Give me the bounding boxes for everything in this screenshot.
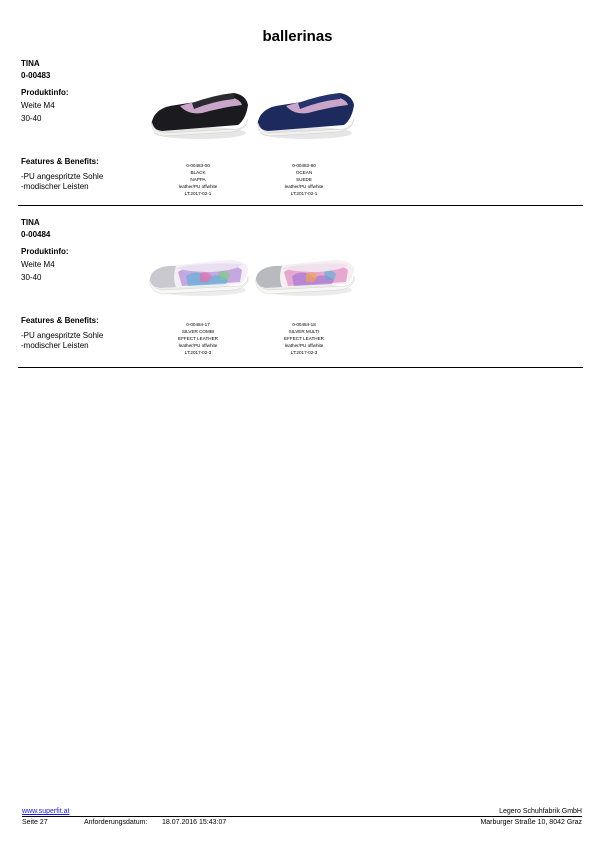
variant-lining: leather/PU offwhite [178,184,218,189]
variant-lining: leather/PU offwhite [178,343,218,348]
company-name: Legero Schuhfabrik GmbH [499,808,582,815]
footer-divider [22,816,582,817]
features-heading: Features & Benefits: [21,316,99,325]
product-code: 0-00483 [21,71,51,80]
produktinfo-heading: Produktinfo: [21,88,69,97]
page-title: ballerinas [262,28,333,45]
feature-line: -modischer Leisten [21,341,89,350]
variant-lt: LT:2017-02-3 [184,350,212,355]
variant-material: SUEDE [296,177,312,182]
features-heading: Features & Benefits: [21,157,99,166]
produktinfo-heading: Produktinfo: [21,247,69,256]
variant-code: 0-00483-00 [186,163,210,168]
variant-lt: LT:2017-02-3 [290,350,318,355]
variant-lining: leather/PU offwhite [284,184,324,189]
variant-color: SILVER COMBI [181,329,215,334]
variant-color: SILVER MULTI [288,329,320,334]
variant-lt: LT:2017-02-1 [184,191,212,196]
produktinfo-line: Weite M4 [21,101,55,110]
product-name: TINA [21,59,40,68]
website-link[interactable]: www.superfit.at [22,808,70,815]
feature-line: -PU angespritzte Sohle [21,172,104,181]
variant-lining: leather/PU offwhite [284,343,324,348]
product-block [18,214,583,368]
shoe-image-ocean [248,73,360,148]
variant-caption [142,162,254,197]
request-date-value: 18.07.2016 15:43:07 [162,819,227,826]
variant-caption [248,321,360,356]
product-code: 0-00484 [21,230,51,239]
variant-caption [142,321,254,356]
variant-code: 0-00484-17 [186,322,210,327]
variant-code: 0-00483-80 [292,163,316,168]
variant-caption [248,162,360,197]
variant-material: EFFECT LEATHER [178,336,218,341]
shoe-image-silver-multi [248,232,360,307]
variant-material: NAPPA [190,177,206,182]
request-date-label: Anforderungsdatum: [84,819,148,826]
feature-line: -modischer Leisten [21,182,89,191]
variant-card [142,73,254,197]
variant-card [142,232,254,356]
variant-color: BLACK [190,170,206,175]
variant-material: EFFECT LEATHER [284,336,324,341]
variant-code: 0-00484-18 [292,322,316,327]
variant-lt: LT:2017-02-1 [290,191,318,196]
variant-color: OCEAN [295,170,313,175]
shoe-image-black [142,73,254,148]
feature-line: -PU angespritzte Sohle [21,331,104,340]
page-number: Seite 27 [22,819,48,826]
variant-card [248,232,360,356]
variant-card [248,73,360,197]
shoe-image-silver-combi [142,232,254,307]
produktinfo-line: 30-40 [21,273,42,282]
company-address: Marburger Straße 10, 8042 Graz [480,819,582,826]
produktinfo-line: 30-40 [21,114,42,123]
produktinfo-line: Weite M4 [21,260,55,269]
product-name: TINA [21,218,40,227]
product-block [18,55,583,206]
